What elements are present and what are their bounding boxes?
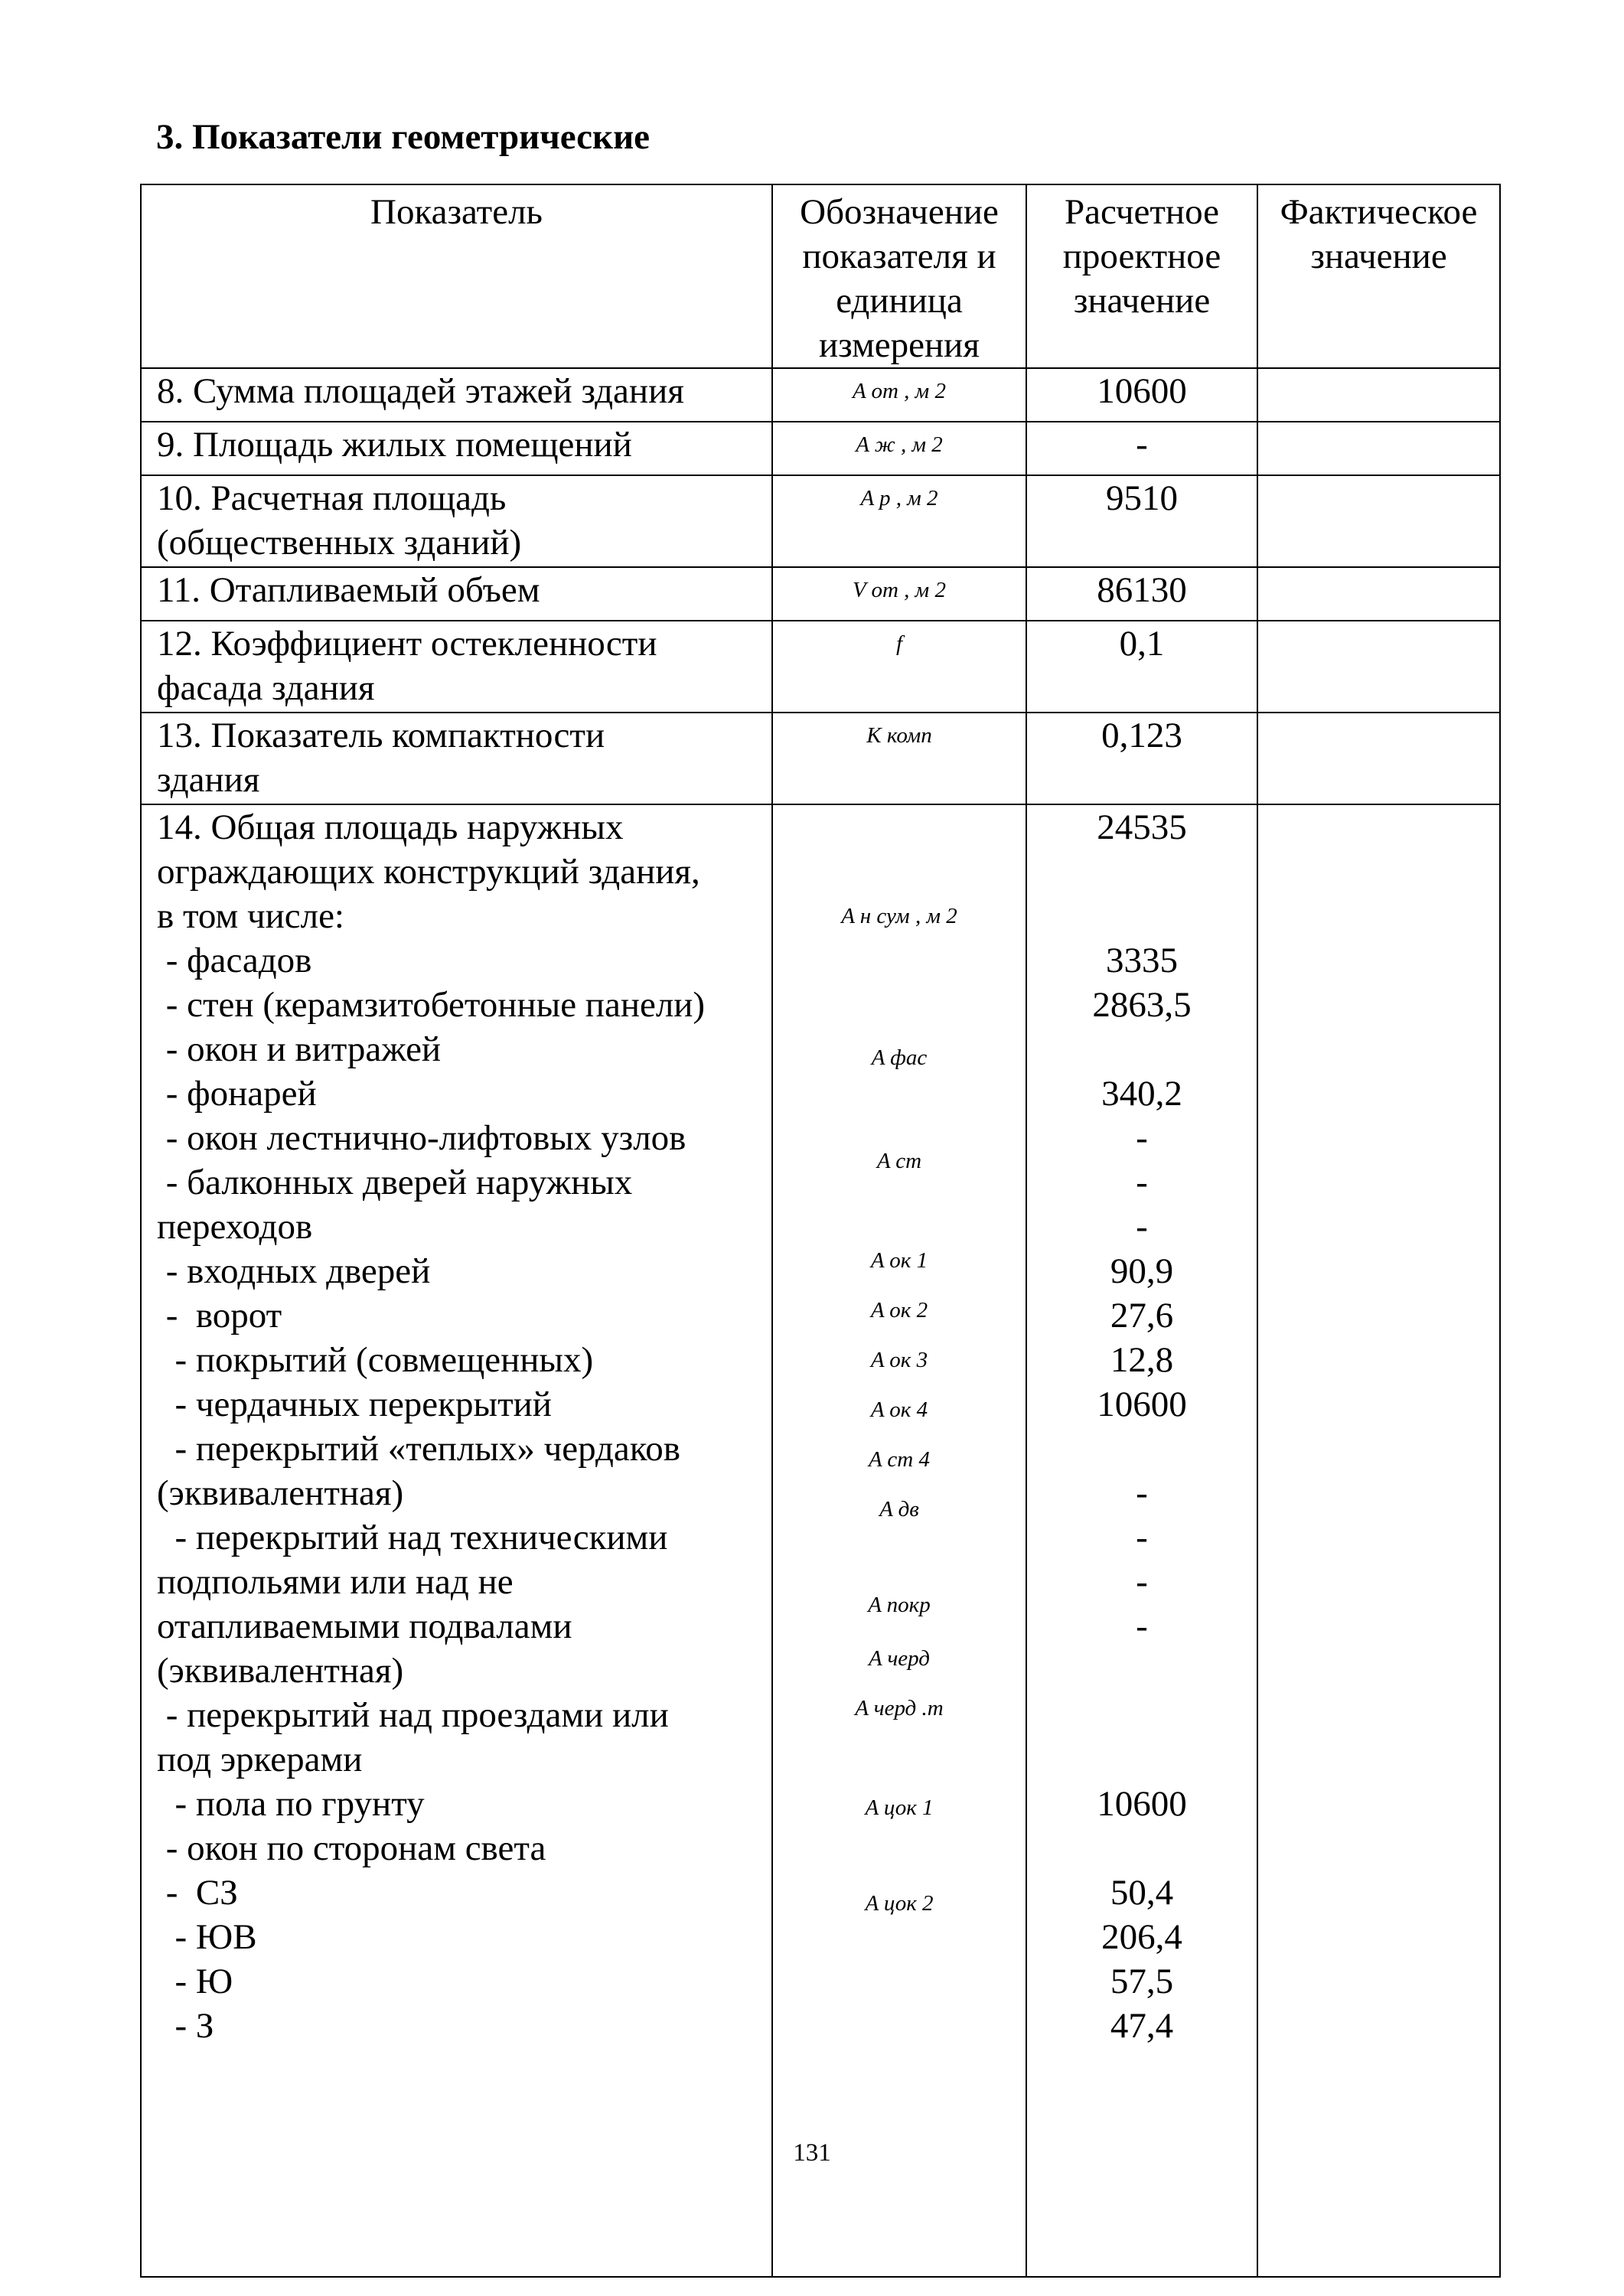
indicator-cell: 8. Сумма площадей этажей здания [141,368,772,422]
symbol-item: A ок 3 [870,1348,928,1372]
actual-value-cell [1257,368,1500,422]
design-value-cell: - [1026,422,1257,475]
symbol-item: A н сум , м 2 [841,904,957,928]
design-value-cell: 86130 [1026,567,1257,621]
symbol-item: A ок 1 [870,1248,928,1273]
design-value-cell: 0,1 [1026,621,1257,713]
column-header-indicator: Показатель [141,184,772,368]
table-row [141,621,1500,713]
symbol-cell [772,804,1026,2277]
table-row [141,368,1500,422]
design-value-cell: 24535 3335 2863,5 340,2 - - - 90,9 27,6 12,8 10600 - - - - 10600 50,4 206,4 57,5 47,4 [1026,804,1257,2277]
symbol-item: A ст 4 [868,1447,930,1472]
indicator-cell: 14. Общая площадь наружных ограждающих конструкций здания, в том числе: - фасадов - стен (керамзитобетонные панели) - окон и витражей - фонарей - окон лестнично-лифтовых узлов - балконных дверей наружных переходов - входных дверей - ворот - покрытий (совмещенных) - чердачных перекрытий - перекрытий «теплых» чердаков (эквивалентная) - перекрытий над техническими подпольями или над не отапливаемыми подвалами (эквивалентная) - перекрытий над проездами или под эркерами - пола по грунту - окон по сторонам света - СЗ - ЮВ - Ю - З [141,804,772,2277]
table-row [141,422,1500,475]
geometric-indicators-table [140,184,1501,2278]
symbol-cell: K комп [772,713,1026,804]
table-row [141,713,1500,804]
design-value-cell: 9510 [1026,475,1257,567]
symbol-item: A покр [868,1593,931,1617]
indicator-cell: 11. Отапливаемый объем [141,567,772,621]
symbol-cell: V от , м 2 [772,567,1026,621]
symbol-item: A цок 1 [865,1795,934,1820]
column-header-design-value: Расчетное проектное значение [1026,184,1257,368]
actual-value-cell [1257,804,1500,2277]
symbol-item: A фас [871,1045,928,1070]
symbol-item: A ок 2 [870,1298,928,1322]
symbol-item: A черд [869,1646,930,1671]
actual-value-cell [1257,621,1500,713]
indicator-cell: 10. Расчетная площадь (общественных зданий) [141,475,772,567]
actual-value-cell [1257,422,1500,475]
symbol-item: A ст [876,1149,922,1173]
table-row [141,567,1500,621]
table-header-row [141,184,1500,368]
table-row [141,804,1500,2277]
symbol-item: A ок 4 [870,1397,928,1422]
symbol-item: A цок 2 [865,1891,934,1916]
column-header-symbol: Обозначение показателя и единица измерения [772,184,1026,368]
symbol-cell: f [772,621,1026,713]
column-header-actual-value: Фактическое значение [1257,184,1500,368]
design-value-cell: 10600 [1026,368,1257,422]
actual-value-cell [1257,713,1500,804]
page-number: 131 [793,2139,831,2167]
indicator-cell: 9. Площадь жилых помещений [141,422,772,475]
table-row [141,475,1500,567]
indicator-cell: 12. Коэффициент остекленности фасада здания [141,621,772,713]
symbol-item: A черд .т [855,1696,944,1720]
symbol-cell: A р , м 2 [772,475,1026,567]
symbol-list [773,894,1026,2187]
symbol-cell: A от , м 2 [772,368,1026,422]
symbol-cell: A ж , м 2 [772,422,1026,475]
section-heading: 3. Показатели геометрические [156,117,651,157]
actual-value-cell [1257,567,1500,621]
actual-value-cell [1257,475,1500,567]
symbol-item: A дв [879,1497,919,1521]
indicator-cell: 13. Показатель компактности здания [141,713,772,804]
design-value-cell: 0,123 [1026,713,1257,804]
